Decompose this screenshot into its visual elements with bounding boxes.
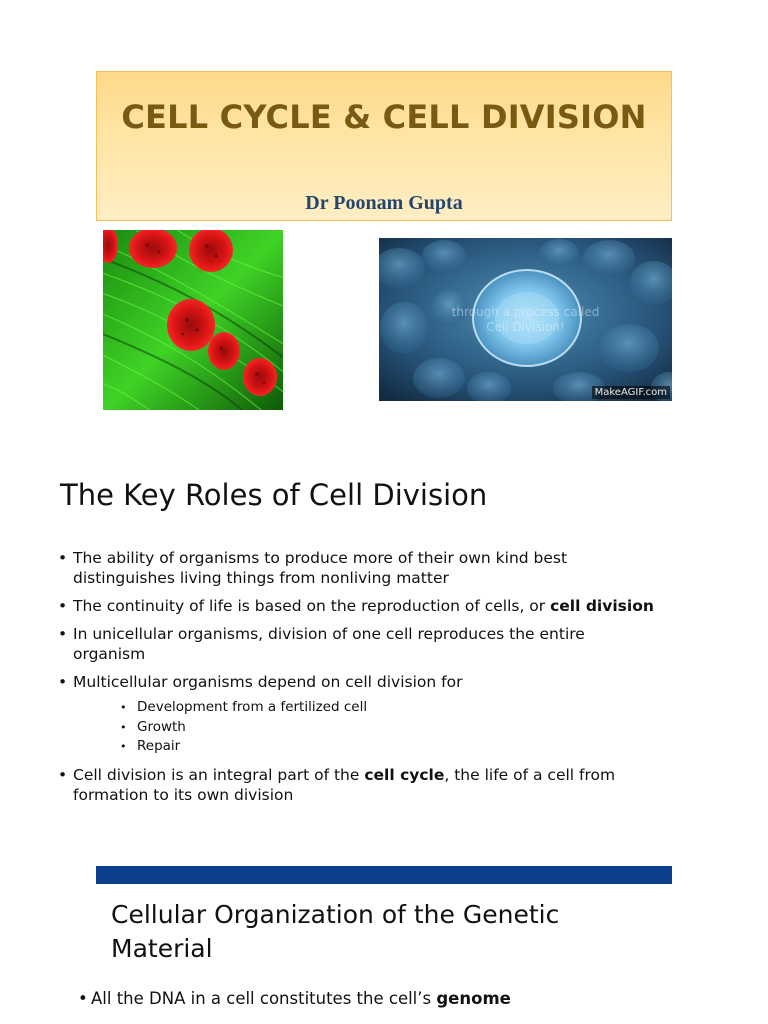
sub-bullet-item: • Growth [120,718,746,738]
sub-bullet-item: • Development from a fertilized cell [120,698,746,718]
author-name: Dr Poonam Gupta [305,192,463,214]
makeagif-watermark: MakeAGIF.com [592,386,670,399]
bullet-item: • All the DNA in a cell constitutes the cell’s genome [78,988,511,1010]
section-title-genetic-material: Cellular Organization of the Genetic Material [111,900,560,963]
sub-bullet-item: • Repair [120,737,746,757]
genetic-material-list [78,988,511,1010]
bullet-item: • Cell division is an integral part of the cell cycle, the life of a cell from formation to its own division [56,765,673,805]
animation-caption: through a process called Cell Division! [451,305,600,334]
fluorescent-cells-micrograph-icon [103,230,283,410]
section-title-key-roles: The Key Roles of Cell Division [60,478,488,512]
bullet-item: • The ability of organisms to produce more of their own kind best distinguishes living things from nonliving matter [56,548,633,588]
bullet-item: • Multicellular organisms depend on cell division for • Development from a fertilized cell • Growth • Repair [56,672,746,757]
bold-term-cell-division: cell division [550,597,654,615]
bold-term-genome: genome [436,989,511,1008]
key-roles-list [56,548,746,805]
sub-bullet-list [73,698,746,757]
slide-header-bar [96,866,672,884]
bold-term-cell-cycle: cell cycle [364,765,445,784]
cell-division-animation [379,238,672,401]
bullet-item: • In unicellular organisms, division of one cell reproduces the entire organism [56,624,653,664]
bullet-item: • The continuity of life is based on the reproduction of cells, or cell division [56,596,746,616]
fluorescent-cells-image [103,230,283,410]
title-banner [96,71,672,221]
slide-title: CELL CYCLE & CELL DIVISION [121,98,647,136]
